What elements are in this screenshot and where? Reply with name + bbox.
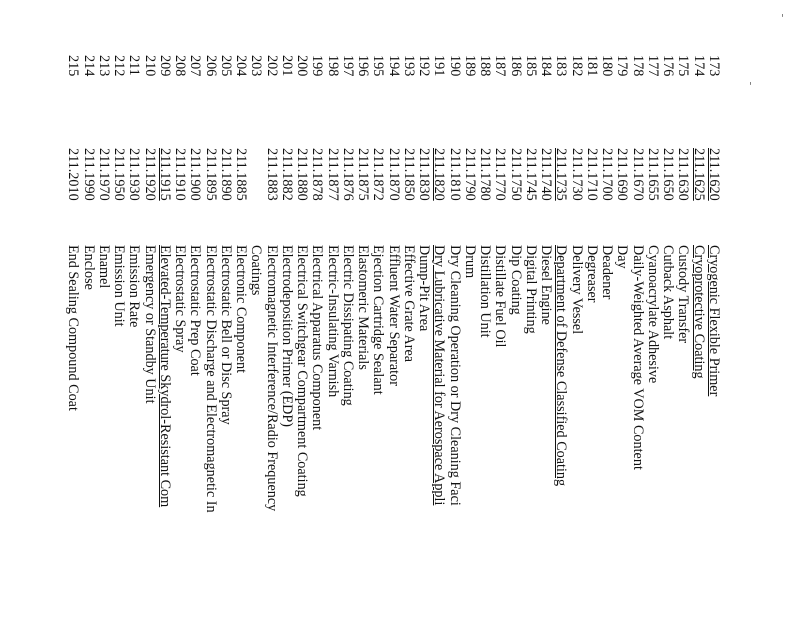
section-code: 211.1820 xyxy=(431,148,448,201)
row-number: 179 xyxy=(614,55,631,77)
section-code: 211.1735 xyxy=(553,148,570,201)
row-number: 192 xyxy=(416,55,433,77)
row-number: 173 xyxy=(706,55,722,77)
defined-term: Emission Rate xyxy=(126,245,143,328)
row-number: 208 xyxy=(172,55,189,77)
row-number: 204 xyxy=(233,55,250,77)
defined-term: Electromagnetic Interference/Radio Frequency xyxy=(263,245,280,512)
defined-term: Electrical Apparatus Component xyxy=(309,245,326,431)
section-code: 211.1970 xyxy=(96,148,112,201)
row-number: 201 xyxy=(279,55,295,77)
defined-term: Electrostatic Spray xyxy=(172,245,189,353)
section-code: 211.1750 xyxy=(507,148,524,201)
section-code: 211.1650 xyxy=(660,148,677,201)
defined-term: Electronic Component xyxy=(233,245,250,374)
row-number: 191 xyxy=(431,55,448,77)
scan-mark: ' xyxy=(781,12,785,25)
defined-term: Cutback Asphalt xyxy=(660,245,677,340)
row-number: 205 xyxy=(218,55,234,77)
defined-term: Distillate Fuel Oil xyxy=(492,245,509,348)
row-number: 178 xyxy=(629,55,646,77)
section-code: 211.1877 xyxy=(324,148,341,201)
section-code: 211.1790 xyxy=(462,148,478,201)
section-code: 211.1900 xyxy=(187,148,204,201)
section-code: 211.1990 xyxy=(80,148,97,201)
section-code: 211.1950 xyxy=(111,148,128,201)
section-code: 211.1630 xyxy=(675,148,692,201)
section-code: 211.1885 xyxy=(233,148,250,201)
row-number: 186 xyxy=(507,55,524,77)
defined-term: Coatings xyxy=(248,245,265,296)
section-code: 211.1870 xyxy=(385,148,402,201)
row-number: 189 xyxy=(462,55,478,77)
defined-term: Cryoprotective Coating xyxy=(690,245,707,379)
defined-term: Delivery Vessel xyxy=(568,245,585,335)
row-number: 212 xyxy=(111,55,128,77)
row-number: 198 xyxy=(324,55,341,77)
section-code: 211.1915 xyxy=(157,148,173,201)
defined-term: Digital Printing xyxy=(523,245,539,334)
section-code: 211.1910 xyxy=(172,148,189,201)
row-number: 180 xyxy=(599,55,616,77)
row-number: 210 xyxy=(141,55,158,77)
section-code: 211.1780 xyxy=(477,148,494,201)
row-number: 199 xyxy=(309,55,326,77)
defined-term: Dry Lubricative Material for Aerospace Appli xyxy=(431,245,448,506)
defined-term: Diesel Engine xyxy=(538,245,555,325)
row-number: 181 xyxy=(584,55,600,77)
defined-term: Dry Cleaning Operation or Dry Cleaning Faci xyxy=(446,245,463,506)
defined-term: Dip Coating xyxy=(507,245,524,315)
defined-term: Elevated-Temperature Skydrol-Resistant Com xyxy=(157,245,173,508)
defined-term: Custody Transfer xyxy=(675,245,692,344)
row-number: 182 xyxy=(568,55,585,77)
section-code: 211.1655 xyxy=(645,148,661,201)
section-code: 211.1710 xyxy=(584,148,600,201)
row-number: 196 xyxy=(355,55,372,77)
row-number: 215 xyxy=(65,55,82,77)
defined-term: Enclose xyxy=(80,245,97,290)
defined-term: Dump-Pit Area xyxy=(416,245,433,332)
defined-term: Effective Grate Area xyxy=(401,245,417,363)
row-number: 195 xyxy=(370,55,387,77)
section-code: 211.1830 xyxy=(416,148,433,201)
row-number: 209 xyxy=(157,55,173,77)
section-code: 211.1730 xyxy=(568,148,585,201)
section-code: 211.1882 xyxy=(279,148,295,201)
row-number: 184 xyxy=(538,55,555,77)
defined-term: Cyanoacrylate Adhesive xyxy=(645,245,661,384)
defined-term: Elastomeric Materials xyxy=(355,245,372,370)
section-code: 211.1930 xyxy=(126,148,143,201)
defined-term: Electric Dissipating Coating xyxy=(340,245,356,406)
defined-term: Emission Unit xyxy=(111,245,128,327)
row-number: 200 xyxy=(294,55,311,77)
row-number: 194 xyxy=(385,55,402,77)
defined-term: Cryogenic Flexible Primer xyxy=(706,245,722,397)
defined-term: Electrical Switchgear Compartment Coating xyxy=(294,245,311,497)
section-code: 211.1620 xyxy=(706,148,722,201)
row-number: 213 xyxy=(96,55,112,77)
section-code: 211.1875 xyxy=(355,148,372,201)
defined-term: Deadener xyxy=(599,245,616,300)
defined-term: Degreaser xyxy=(584,245,600,303)
section-code: 211.1878 xyxy=(309,148,326,201)
row-number: 183 xyxy=(553,55,570,77)
section-code: 211.1700 xyxy=(599,148,616,201)
row-number: 185 xyxy=(523,55,539,77)
row-number: 176 xyxy=(660,55,677,77)
section-code: 211.1690 xyxy=(614,148,631,201)
defined-term: Drum xyxy=(462,245,478,279)
row-number: 202 xyxy=(263,55,280,77)
defined-term: End Sealing Compound Coat xyxy=(65,245,82,411)
section-code: 211.1883 xyxy=(263,148,280,201)
section-code: 211.1745 xyxy=(523,148,539,201)
defined-term: Ejection Cartridge Sealant xyxy=(370,245,387,395)
section-code: 211.1895 xyxy=(202,148,219,201)
row-number: 175 xyxy=(675,55,692,77)
row-number: 190 xyxy=(446,55,463,77)
defined-term: Electrostatic Bell or Disc Spray xyxy=(218,245,234,425)
row-number: 197 xyxy=(340,55,356,77)
defined-term: Electrostatic Discharge and Electromagnetic In xyxy=(202,245,219,513)
section-code: 211.1876 xyxy=(340,148,356,201)
defined-term: Department of Defense Classified Coating xyxy=(553,245,570,487)
section-code: 211.1880 xyxy=(294,148,311,201)
defined-term: Electrostatic Prep Coat xyxy=(187,245,204,376)
defined-term: Daily-Weighted Average VOM Content xyxy=(629,245,646,470)
defined-term: Enamel xyxy=(96,245,112,289)
row-number: 187 xyxy=(492,55,509,77)
defined-term: Distillation Unit xyxy=(477,245,494,338)
section-code: 211.1810 xyxy=(446,148,463,201)
section-code: 211.1740 xyxy=(538,148,555,201)
row-number: 207 xyxy=(187,55,204,77)
row-number: 203 xyxy=(248,55,265,77)
section-code: 211.1920 xyxy=(141,148,158,201)
row-number: 177 xyxy=(645,55,661,77)
defined-term: Electrodeposition Primer (EDP) xyxy=(279,245,295,428)
section-code: 211.1850 xyxy=(401,148,417,201)
row-number: 206 xyxy=(202,55,219,77)
row-number: 174 xyxy=(690,55,707,77)
defined-term: Day xyxy=(614,245,631,269)
row-number: 188 xyxy=(477,55,494,77)
row-number: 214 xyxy=(80,55,97,77)
defined-term: Electric-Insulating Varnish xyxy=(324,245,341,398)
section-code: 211.2010 xyxy=(65,148,82,201)
row-number: 211 xyxy=(126,55,143,76)
section-code: 211.1670 xyxy=(629,148,646,201)
scan-mark: ' xyxy=(749,80,753,93)
defined-term: Emergency or Standby Unit xyxy=(141,245,158,404)
section-code: 211.1872 xyxy=(370,148,387,201)
section-code: 211.1770 xyxy=(492,148,509,201)
row-number: 193 xyxy=(401,55,417,77)
definitions-table xyxy=(65,55,722,615)
defined-term: Effluent Water Separator xyxy=(385,245,402,386)
section-code: 211.1890 xyxy=(218,148,234,201)
section-code: 211.1625 xyxy=(690,148,707,201)
